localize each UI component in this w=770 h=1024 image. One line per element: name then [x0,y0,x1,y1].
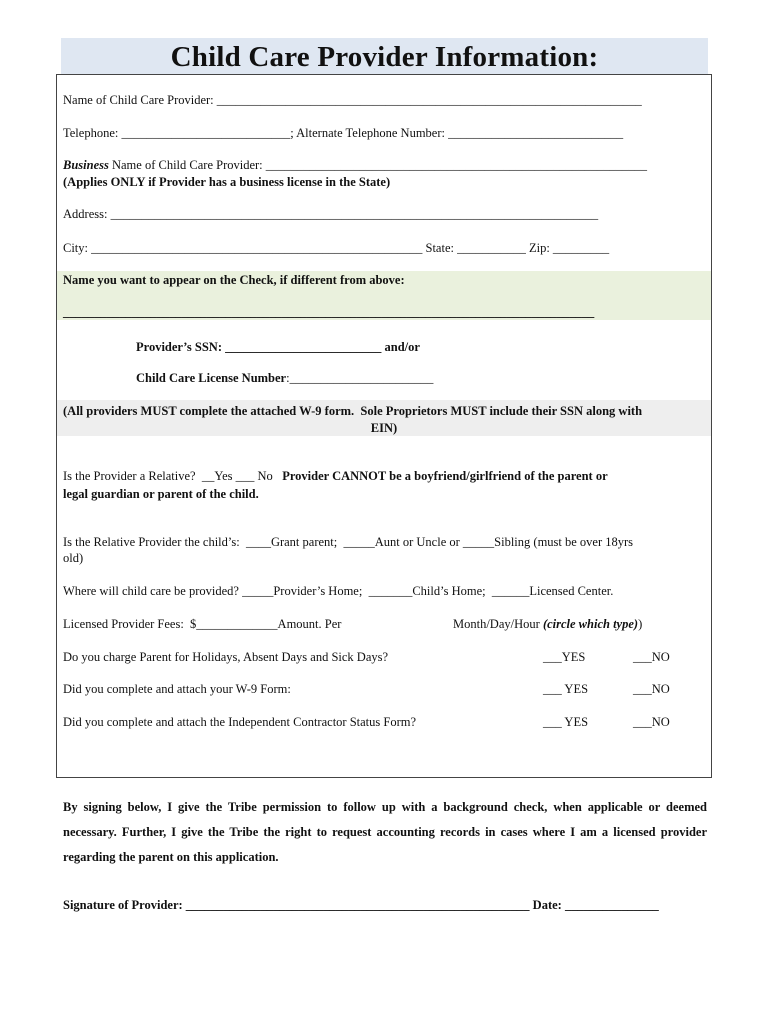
license-label: Child Care License Number [136,371,287,385]
relative-question-text: Is the Provider a Relative? __Yes ___ No [63,469,283,483]
relation-question-line2: old) [63,551,84,565]
business-label: Business [63,158,109,172]
w9-notice-line1: (All providers MUST complete the attached W-9 form. Sole Proprietors MUST include their SSN along with [63,404,643,418]
check-name-label: Name you want to appear on the Check, if different from above: [63,273,405,287]
address-field[interactable]: Address: ______________________________________________________________________________ [63,207,599,221]
holidays-yes[interactable]: ___YES [543,650,586,664]
business-name-rest: Name of Child Care Provider: _____________________________________________________________ [108,158,648,172]
signature-field[interactable]: Signature of Provider: _______________________________________________________ Date: _______________ [63,898,659,912]
holidays-no[interactable]: ___NO [633,650,670,664]
ssn-field[interactable]: Provider’s SSN: _________________________ and/or [136,340,420,354]
fees-unit[interactable]: Month/Day/Hour (circle which type)) [453,617,643,631]
contractor-no[interactable]: ___NO [633,715,670,729]
w9-yes[interactable]: ___ YES [543,682,589,696]
telephone-field[interactable]: Telephone: ___________________________; Alternate Telephone Number: ____________________________ [63,126,624,140]
title-banner [61,38,708,74]
check-name-line[interactable]: _____________________________________________________________________________________ [63,305,595,319]
contractor-question: Did you complete and attach the Independent Contractor Status Form? [63,715,417,729]
license-number-field[interactable] [136,371,433,386]
fees-unit-note: (circle which type) [542,617,639,631]
relative-question[interactable] [63,469,608,484]
w9-no[interactable]: ___NO [633,682,670,696]
w9-question: Did you complete and attach your W-9 Form: [63,682,291,696]
relative-warning: Provider CANNOT be a boyfriend/girlfriend of the parent or [282,469,608,483]
page-title: Child Care Provider Information: [170,41,599,73]
license-line: :_______________________ [286,371,434,385]
w9-notice-line2: EIN) [370,421,398,435]
consent-paragraph: By signing below, I give the Tribe permission to follow up with a background check, when applicable or deemed necessary. Further, I give the Tribe the right to request accounting records in cases where I am a licensed provider regarding the parent on this application. [63,800,707,864]
care-location-question[interactable]: Where will child care be provided? _____Provider’s Home; _______Child’s Home; ______Licensed Center. [63,584,614,598]
business-note: (Applies ONLY if Provider has a business license in the State) [63,175,391,189]
contractor-yes[interactable]: ___ YES [543,715,589,729]
city-state-zip-field[interactable]: City: _____________________________________________________ State: ___________ Zip: _________ [63,241,610,255]
business-name-field[interactable] [63,158,647,173]
holidays-question: Do you charge Parent for Holidays, Absent Days and Sick Days? [63,650,389,664]
relative-warning-line2: legal guardian or parent of the child. [63,487,259,501]
relation-question[interactable]: Is the Relative Provider the child’s: ____Grant parent; _____Aunt or Uncle or _____Sibling (must be over 18yrs [63,535,634,549]
fees-field[interactable]: Licensed Provider Fees: $_____________Amount. Per [63,617,342,631]
fees-unit-text: Month/Day/Hour [453,617,543,631]
provider-name-field[interactable]: Name of Child Care Provider: ____________________________________________________________________ [63,93,642,107]
